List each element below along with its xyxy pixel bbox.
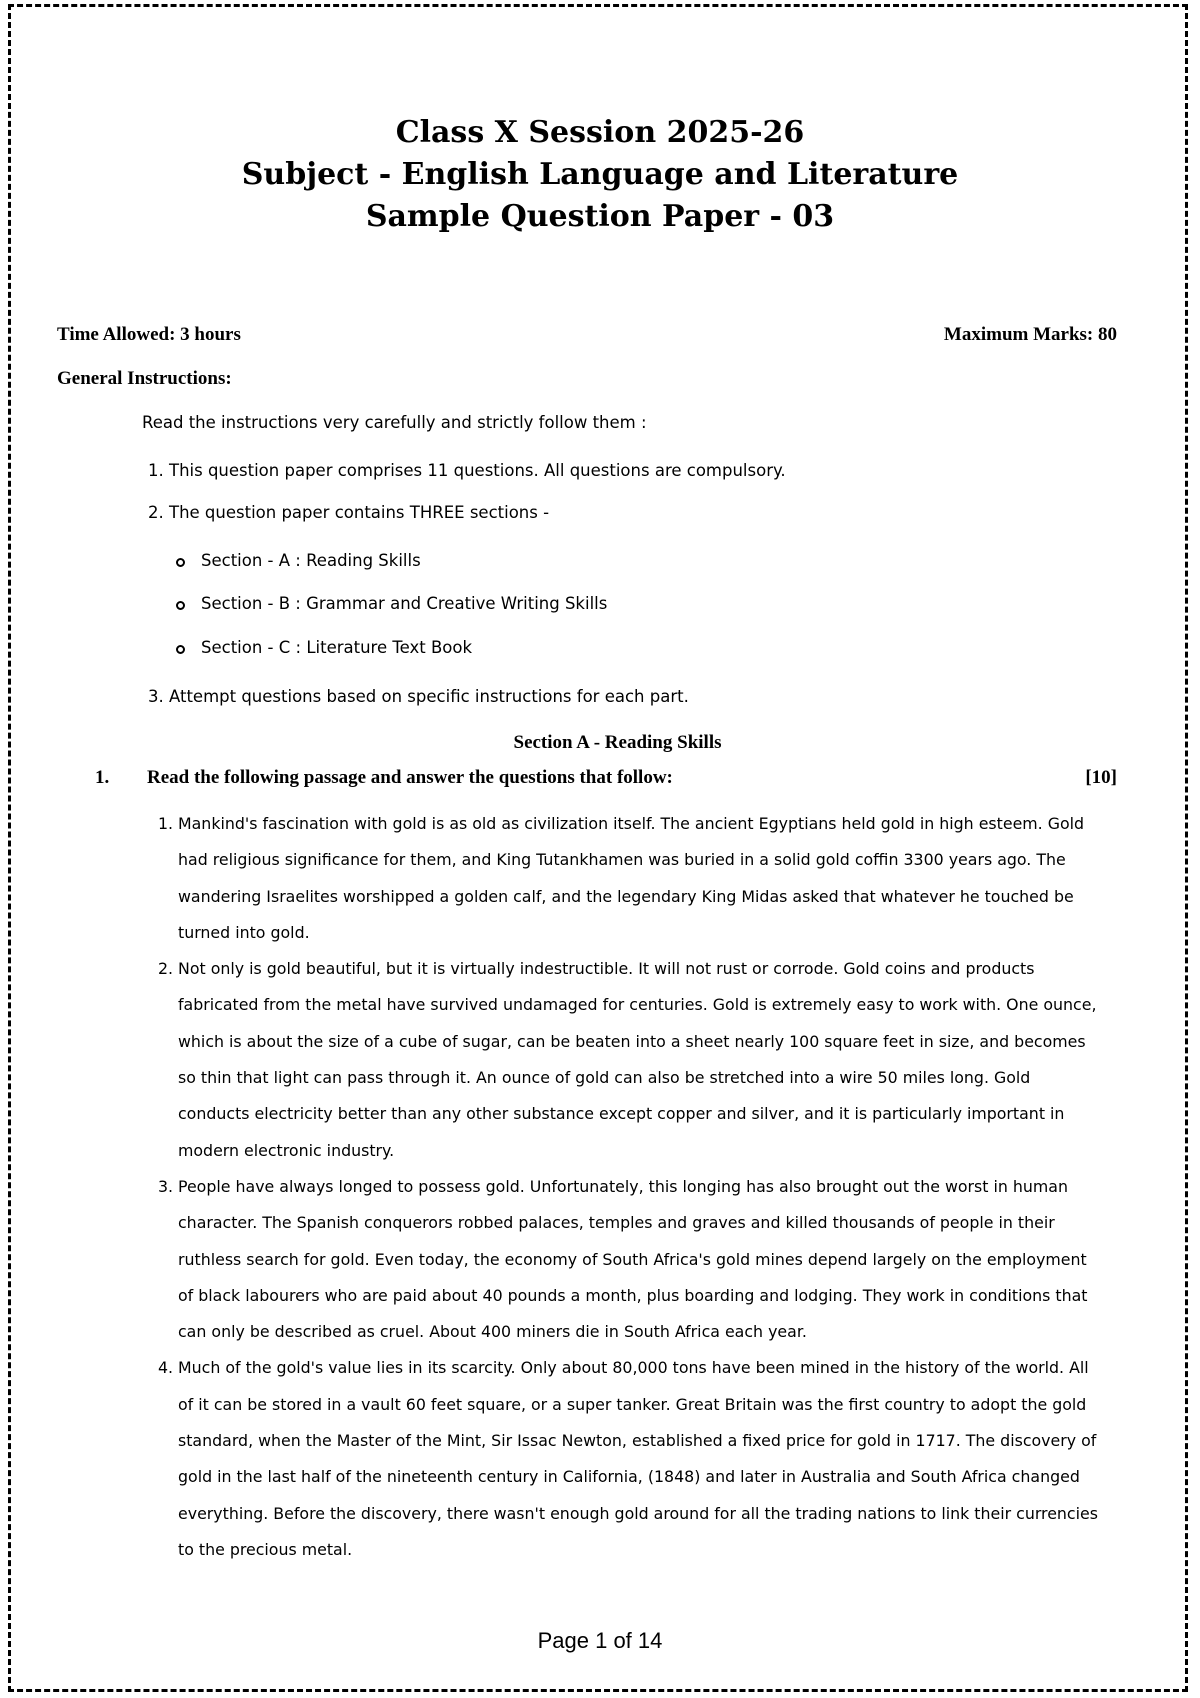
question-marks: [10] bbox=[1085, 767, 1117, 788]
question-1 bbox=[95, 767, 1117, 791]
paragraph-text: Not only is gold beautiful, but it is virtually indestructible. It will not rust or corrode. Gold coins and products fabricated from the metal have survived undamaged for centuries. Gold is extremely easy to work with. One ounce, which is about the size of a cube of sugar, can be beaten into a sheet nearly 100 square feet in size, and becomes so thin that light can pass through it. An ounce of gold can also be stretched into a wire 50 miles long. Gold conducts electricity better than any other substance except copper and silver, and it is particularly important in modern electronic industry. bbox=[178, 959, 1097, 1160]
passage-paragraph bbox=[158, 1350, 1098, 1568]
instruction-item: 3. Attempt questions based on specific instructions for each part. bbox=[148, 687, 689, 706]
instruction-item: 2. The question paper contains THREE sections - bbox=[148, 503, 550, 522]
exam-meta bbox=[57, 324, 1117, 348]
bullet-icon bbox=[176, 558, 185, 567]
paragraph-number: 4. bbox=[158, 1358, 174, 1378]
title-subject: Subject - English Language and Literature bbox=[241, 157, 959, 192]
paragraph-number: 3. bbox=[158, 1176, 174, 1196]
instruction-item: 1. This question paper comprises 11 questions. All questions are compulsory. bbox=[148, 461, 786, 480]
page-number: Page 1 of 14 bbox=[537, 1628, 663, 1653]
paragraph-text: Much of the gold's value lies in its scarcity. Only about 80,000 tons have been mined in the history of the world. All of it can be stored in a vault 60 feet square, or a super tanker. Great Britain was the first country to adopt the gold standard, when the Master of the Mint, Sir Issac Newton, established a fixed price for gold in 1717. The discovery of gold in the last half of the nineteenth century in California, (1848) and later in Australia and South Africa changed everything. Before the discovery, there wasn't enough gold around for all the trading nations to link their currencies to the precious metal. bbox=[178, 1358, 1098, 1559]
section-list-label: Section - C : Literature Text Book bbox=[201, 638, 473, 657]
question-text: Read the following passage and answer the questions that follow: bbox=[147, 767, 673, 788]
paragraph-number: 2. bbox=[158, 959, 174, 979]
maximum-marks: Maximum Marks: 80 bbox=[943, 324, 1117, 345]
title-class-session: Class X Session 2025-26 bbox=[395, 115, 805, 150]
passage-paragraph bbox=[158, 951, 1098, 1169]
paper-title bbox=[0, 112, 1200, 238]
bullet-icon bbox=[176, 645, 185, 654]
passage-paragraph bbox=[158, 1169, 1098, 1350]
instructions-intro: Read the instructions very carefully and strictly follow them : bbox=[142, 413, 647, 432]
paragraph-number: 1. bbox=[158, 814, 174, 833]
general-instructions-label: General Instructions: bbox=[57, 368, 232, 389]
bullet-icon bbox=[176, 601, 185, 610]
section-a-heading: Section A - Reading Skills bbox=[513, 732, 722, 753]
section-list-label: Section - B : Grammar and Creative Writing Skills bbox=[201, 594, 608, 613]
reading-passage bbox=[158, 806, 1098, 1568]
section-list-label: Section - A : Reading Skills bbox=[201, 551, 421, 570]
title-paper-number: Sample Question Paper - 03 bbox=[365, 199, 835, 234]
question-number: 1. bbox=[95, 767, 110, 788]
paragraph-text: Mankind's fascination with gold is as old as civilization itself. The ancient Egyptians held gold in high esteem. Gold had religious significance for them, and King Tutankhamen was buried in a solid gold coffin 3300 years ago. The wandering Israelites worshipped a golden calf, and the legendary King Midas asked that whatever he touched be turned into gold. bbox=[178, 814, 1085, 942]
passage-paragraph bbox=[158, 806, 1098, 951]
paragraph-text: People have always longed to possess gold. Unfortunately, this longing has also brought out the worst in human character. The Spanish conquerors robbed palaces, temples and graves and killed thousands of people in their ruthless search for gold. Even today, the economy of South Africa's gold mines depend largely on the employment of black labourers who are paid about 40 pounds a month, plus boarding and lodging. They work in conditions that can only be described as cruel. About 400 miners die in South Africa each year. bbox=[178, 1176, 1088, 1342]
time-allowed: Time Allowed: 3 hours bbox=[57, 324, 241, 345]
